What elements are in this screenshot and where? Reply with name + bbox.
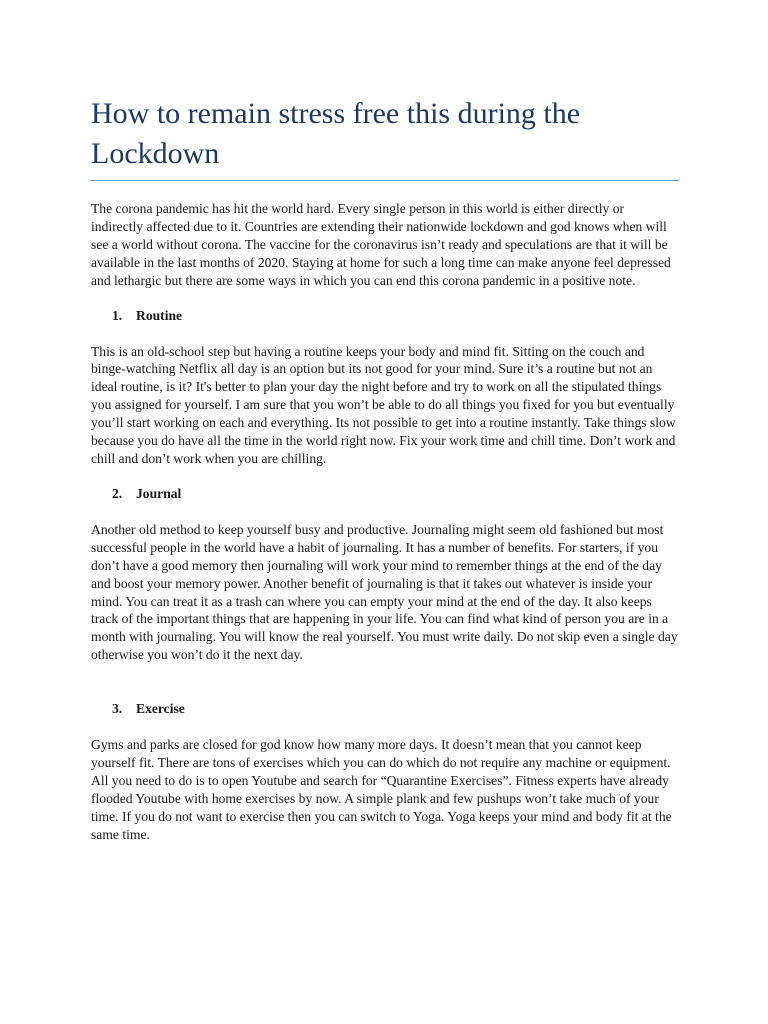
document-content	[91, 94, 679, 844]
section-heading-exercise	[91, 700, 679, 718]
section-title: Routine	[136, 307, 183, 323]
section-title: Exercise	[136, 701, 185, 717]
section-title: Journal	[136, 485, 182, 501]
intro-paragraph: The corona pandemic has hit the world hard. Every single person in this world is either directly or indirectly affected due to it. Countries are extending their nationwide lockdown and god knows when will see a world without corona. The vaccine for the coronavirus isn’t ready and speculations are that it will be available in the last months of 2020. Staying at home for such a long time can make anyone feel depressed and lethargic but there are some ways in which you can end this corona pandemic in a positive note.	[91, 201, 671, 288]
section-number: 3.	[112, 701, 123, 717]
section-number: 2.	[112, 485, 123, 501]
section-body-journal: Another old method to keep yourself busy and productive. Journaling might seem old fashioned but most successful people in the world have a habit of journaling. It has a number of benefits. For starters, if you don’t have a good memory then journaling will work your mind to remember things at the end of the day and boost your memory power. Another benefit of journaling is that it takes out whatever is inside your mind. You can treat it as a trash can where you can empty your mind at the end of the day. It also keeps track of the important things that are happening in your life. You can find what kind of person you are in a month with journaling. You will know the real yourself. You must write daily. Do not skip even a single day otherwise you won’t do it the next day.	[91, 521, 678, 663]
section-heading-routine	[91, 307, 679, 325]
section-number: 1.	[112, 307, 123, 323]
section-body-routine: This is an old-school step but having a routine keeps your body and mind fit. Sitting on the couch and binge-watching Netflix all day is an option but its not good for your mind. Sure it’s a routine but not an ideal routine, is it? It's better to plan your day the night before and try to work on all the stipulated things you assigned for yourself. I am sure that you won’t be able to do all things you fixed for you but eventually you’ll start working on each and everything. Its not possible to get into a routine instantly. Take things slow because you do have all the time in the world right now. Fix your work time and chill time. Don’t work and chill and don’t work when you are chilling.	[91, 343, 676, 466]
section-body-exercise: Gyms and parks are closed for god know how many more days. It doesn’t mean that you cannot keep yourself fit. There are tons of exercises which you can do which do not require any machine or equipment. All you need to do is to open Youtube and search for “Quarantine Exercises”. Fitness experts have already flooded Youtube with home exercises by now. A simple plank and few pushups won’t take much of your time. If you do not want to exercise then you can switch to Yoga. Yoga keeps your mind and body fit at the same time.	[91, 737, 672, 842]
document-title: How to remain stress free this during the Lockdown	[91, 94, 679, 181]
section-heading-journal	[91, 485, 679, 503]
